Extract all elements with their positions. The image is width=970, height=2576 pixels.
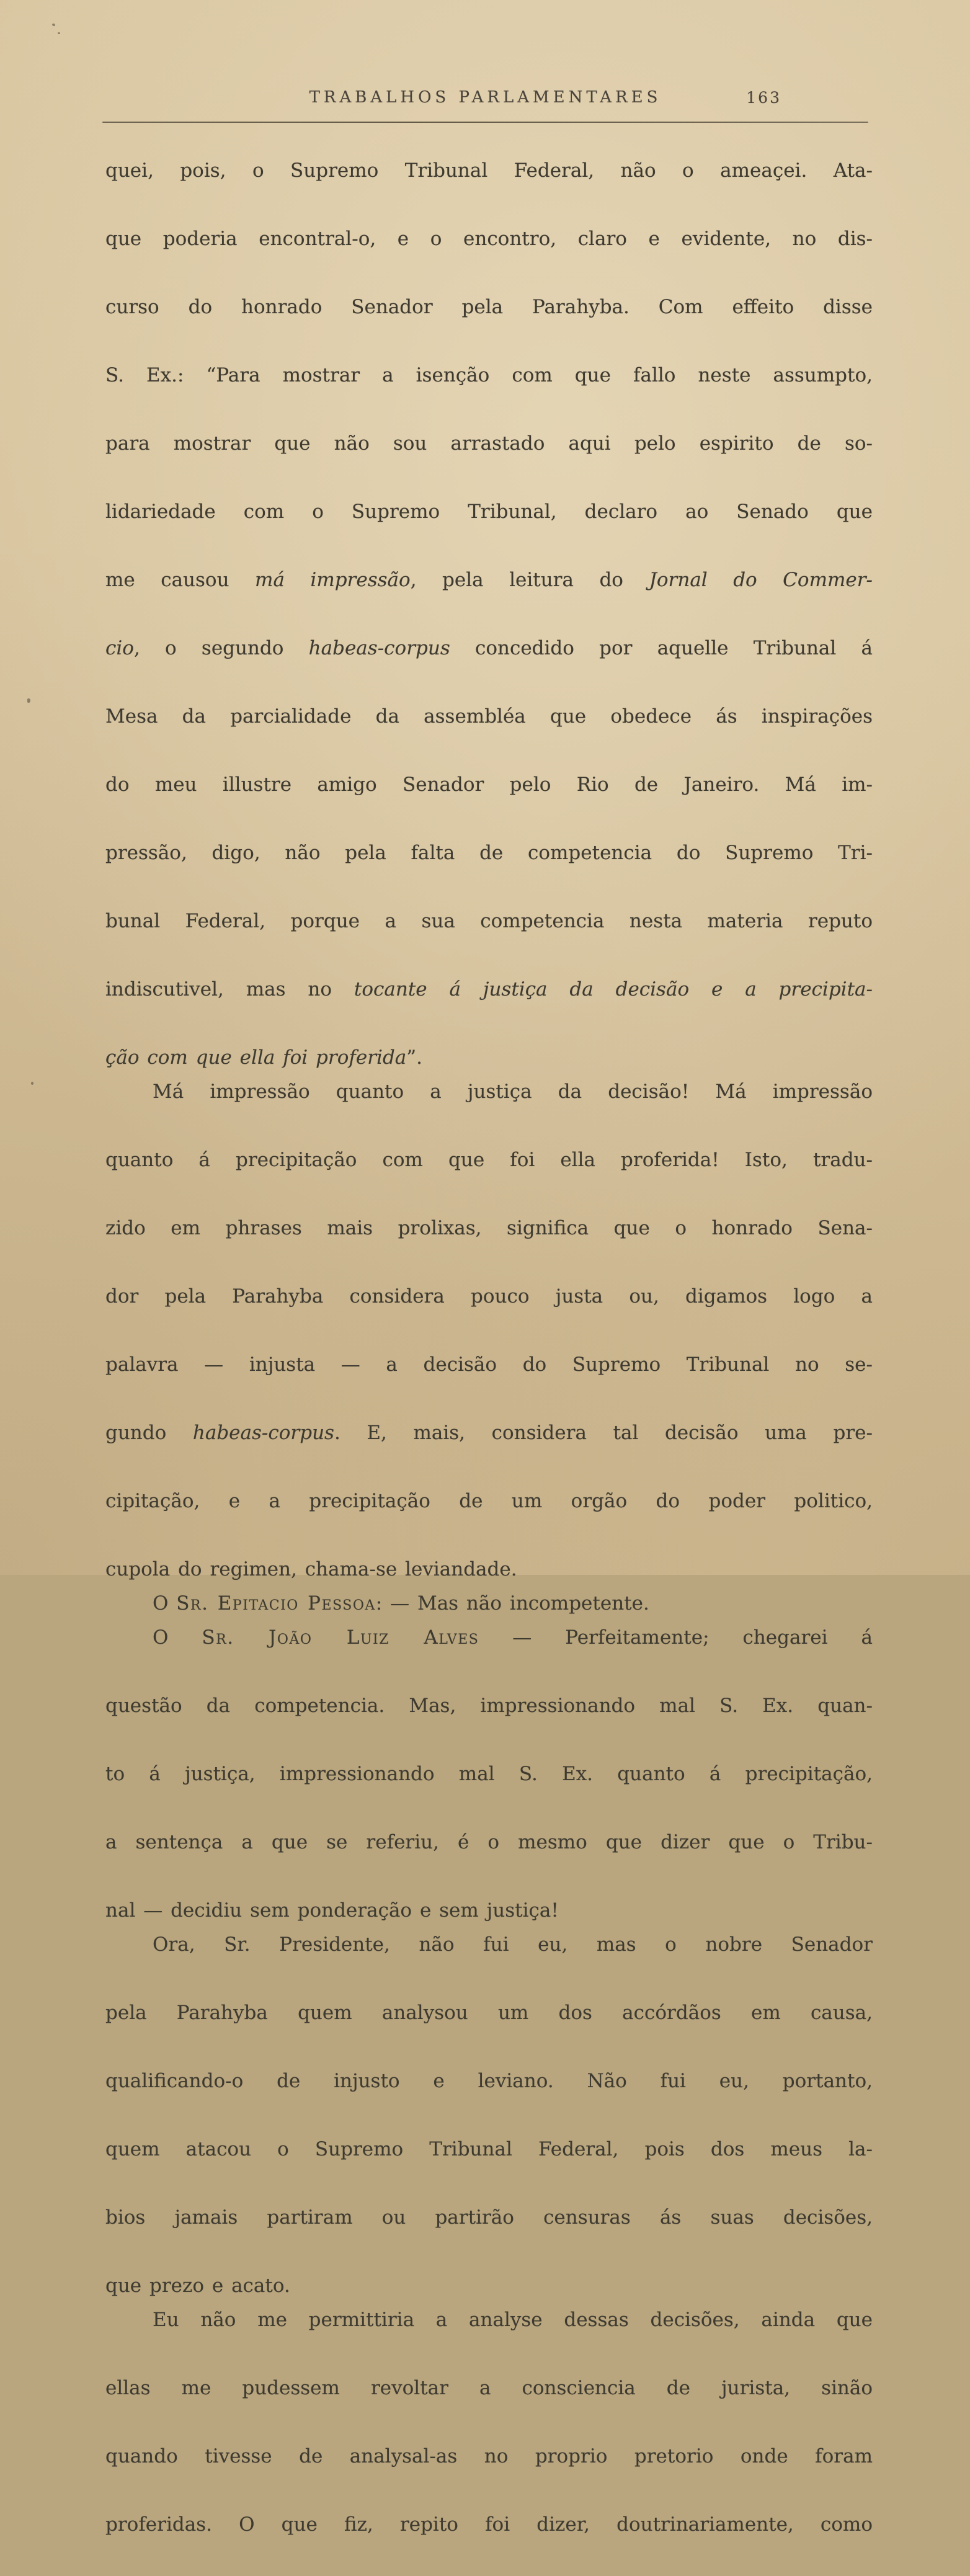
text-segment: , pela leitura do bbox=[410, 569, 649, 591]
paper-speck bbox=[58, 32, 60, 34]
text-segment: : — Mas não incompetente. bbox=[375, 1592, 649, 1615]
text-segment: que poderia encontral-o, e o encontro, claro e evidente, no dis- bbox=[105, 228, 873, 250]
text-segment: Ora, Sr. Presidente, não fui eu, mas o nobre Senador bbox=[153, 1933, 873, 1956]
text-segment: bunal Federal, porque a sua competencia nesta materia reputo bbox=[105, 910, 873, 932]
text-segment: quanto á precipitação com que foi ella proferida! Isto, tradu- bbox=[105, 1149, 873, 1171]
text-line bbox=[105, 904, 873, 973]
text-segment: me causou bbox=[105, 569, 256, 591]
paper-speck bbox=[31, 1082, 33, 1085]
text-segment: Má impressão quanto a justiça da decisão! Má impressão bbox=[153, 1081, 873, 1103]
text-segment: bios jamais partiram ou partirão censuras ás suas decisões, bbox=[105, 2206, 873, 2229]
text-segment: curso do honrado Senador pela Parahyba. Com effeito disse bbox=[105, 296, 873, 318]
text-segment: . E, mais, considera tal decisão uma pre- bbox=[334, 1422, 873, 1444]
text-line bbox=[105, 836, 873, 904]
italic-segment: ção com que ella foi proferida bbox=[105, 1046, 407, 1069]
text-segment: para mostrar que não sou arrastado aqui pelo espirito de so- bbox=[105, 432, 873, 455]
paper-speck bbox=[51, 23, 55, 27]
text-line bbox=[105, 1587, 873, 1621]
paragraph bbox=[105, 1621, 873, 1928]
text-segment: O bbox=[153, 1626, 202, 1649]
text-line bbox=[105, 359, 873, 427]
text-line bbox=[105, 427, 873, 495]
paragraph bbox=[105, 2303, 873, 2576]
running-title: TRABALHOS PARLAMENTARES bbox=[309, 88, 662, 107]
text-line bbox=[105, 290, 873, 359]
header-rule bbox=[102, 122, 868, 123]
text-segment: dor pela Parahyba considera pouco justa ou, digamos logo a bbox=[105, 1285, 873, 1308]
text-segment: , o segundo bbox=[133, 637, 309, 659]
paper-speck bbox=[27, 698, 30, 703]
smallcaps-segment: Sr. Epitacio Pessoa bbox=[176, 1592, 376, 1615]
text-segment: zido em phrases mais prolixas, significa que o honrado Sena- bbox=[105, 1217, 873, 1239]
text-segment: gundo bbox=[105, 1422, 193, 1444]
text-line bbox=[105, 631, 873, 700]
text-segment: que prezo e acato. bbox=[105, 2275, 290, 2297]
text-segment: qualificando-o de injusto e leviano. Não fui eu, portanto, bbox=[105, 2070, 873, 2092]
paragraph bbox=[105, 154, 873, 1075]
text-line bbox=[105, 700, 873, 768]
text-segment: quando tivesse de analysal-as no proprio pretorio onde foram bbox=[105, 2445, 873, 2467]
text-line bbox=[105, 1553, 873, 1587]
italic-segment: Jornal do Commer- bbox=[649, 569, 873, 591]
italic-segment: habeas-corpus bbox=[308, 637, 450, 659]
text-line bbox=[105, 2269, 873, 2303]
text-segment: cipitação, e a precipitação de um orgão do poder politico, bbox=[105, 1490, 873, 1512]
text-line bbox=[105, 1757, 873, 1825]
text-segment: pressão, digo, não pela falta de competencia do Supremo Tri- bbox=[105, 842, 873, 864]
paragraph bbox=[105, 1928, 873, 2303]
text-line bbox=[105, 1484, 873, 1553]
text-line bbox=[105, 2371, 873, 2440]
text-line bbox=[105, 1996, 873, 2064]
text-line bbox=[105, 1041, 873, 1075]
text-segment: indiscutivel, mas no bbox=[105, 978, 354, 1001]
text-line bbox=[105, 973, 873, 1041]
text-line bbox=[105, 2440, 873, 2508]
italic-segment: má impressão bbox=[255, 569, 411, 591]
text-line bbox=[105, 768, 873, 836]
text-line bbox=[105, 2201, 873, 2269]
page-header bbox=[102, 88, 868, 113]
text-segment: concedido por aquelle Tribunal á bbox=[450, 637, 873, 659]
text-line bbox=[105, 2133, 873, 2201]
text-segment: lidariedade com o Supremo Tribunal, declaro ao Senado que bbox=[105, 501, 873, 523]
text-line bbox=[105, 495, 873, 563]
text-line bbox=[105, 1689, 873, 1757]
text-line bbox=[105, 2508, 873, 2576]
text-segment: — Perfeitamente; chegarei á bbox=[479, 1626, 873, 1649]
text-line bbox=[105, 1348, 873, 1416]
text-segment: quei, pois, o Supremo Tribunal Federal, não o ameaçei. Ata- bbox=[105, 159, 873, 182]
page-body bbox=[105, 154, 873, 2576]
text-segment: S. Ex.: “Para mostrar a isenção com que fallo neste assumpto, bbox=[105, 364, 873, 386]
text-line bbox=[105, 1928, 873, 1996]
text-segment: nal — decidiu sem ponderação e sem justiça! bbox=[105, 1899, 559, 1922]
text-segment: Eu não me permittiria a analyse dessas decisões, ainda que bbox=[153, 2309, 873, 2331]
text-segment: Mesa da parcialidade da assembléa que obedece ás inspirações bbox=[105, 705, 873, 728]
smallcaps-segment: Sr. João Luiz Alves bbox=[202, 1626, 479, 1649]
italic-segment: habeas-corpus bbox=[192, 1422, 334, 1444]
text-segment: pela Parahyba quem analysou um dos accórdãos em causa, bbox=[105, 2002, 873, 2024]
text-segment: O bbox=[153, 1592, 177, 1615]
page-number: 163 bbox=[746, 89, 781, 107]
text-segment: to á justiça, impressionando mal S. Ex. quanto á precipitação, bbox=[105, 1763, 873, 1785]
text-line bbox=[105, 1825, 873, 1894]
text-line bbox=[105, 1211, 873, 1280]
text-segment: ”. bbox=[406, 1046, 422, 1069]
text-line bbox=[105, 1075, 873, 1143]
italic-segment: tocante á justiça da decisão e a precipita- bbox=[354, 978, 873, 1001]
text-line bbox=[105, 1143, 873, 1211]
text-line bbox=[105, 563, 873, 631]
text-segment: a sentença a que se referiu, é o mesmo que dizer que o Tribu- bbox=[105, 1831, 873, 1853]
text-line bbox=[105, 1621, 873, 1689]
text-segment: quem atacou o Supremo Tribunal Federal, pois dos meus la- bbox=[105, 2138, 873, 2160]
paragraph bbox=[105, 1075, 873, 1587]
text-segment: cupola do regimen, chama-se leviandade. bbox=[105, 1558, 517, 1580]
text-segment: do meu illustre amigo Senador pelo Rio de Janeiro. Má im- bbox=[105, 773, 873, 796]
text-segment: questão da competencia. Mas, impressionando mal S. Ex. quan- bbox=[105, 1695, 873, 1717]
text-line bbox=[105, 1894, 873, 1928]
text-line bbox=[105, 2303, 873, 2371]
text-line bbox=[105, 2064, 873, 2133]
text-line bbox=[105, 154, 873, 222]
text-segment: ellas me pudessem revoltar a consciencia de jurista, sinão bbox=[105, 2377, 873, 2399]
text-segment: palavra — injusta — a decisão do Supremo Tribunal no se- bbox=[105, 1353, 873, 1376]
paragraph bbox=[105, 1587, 873, 1621]
text-line bbox=[105, 222, 873, 290]
text-line bbox=[105, 1280, 873, 1348]
text-line bbox=[105, 1416, 873, 1484]
text-segment: proferidas. O que fiz, repito foi dizer, doutrinariamente, como bbox=[105, 2513, 873, 2536]
italic-segment: cio bbox=[105, 637, 134, 659]
